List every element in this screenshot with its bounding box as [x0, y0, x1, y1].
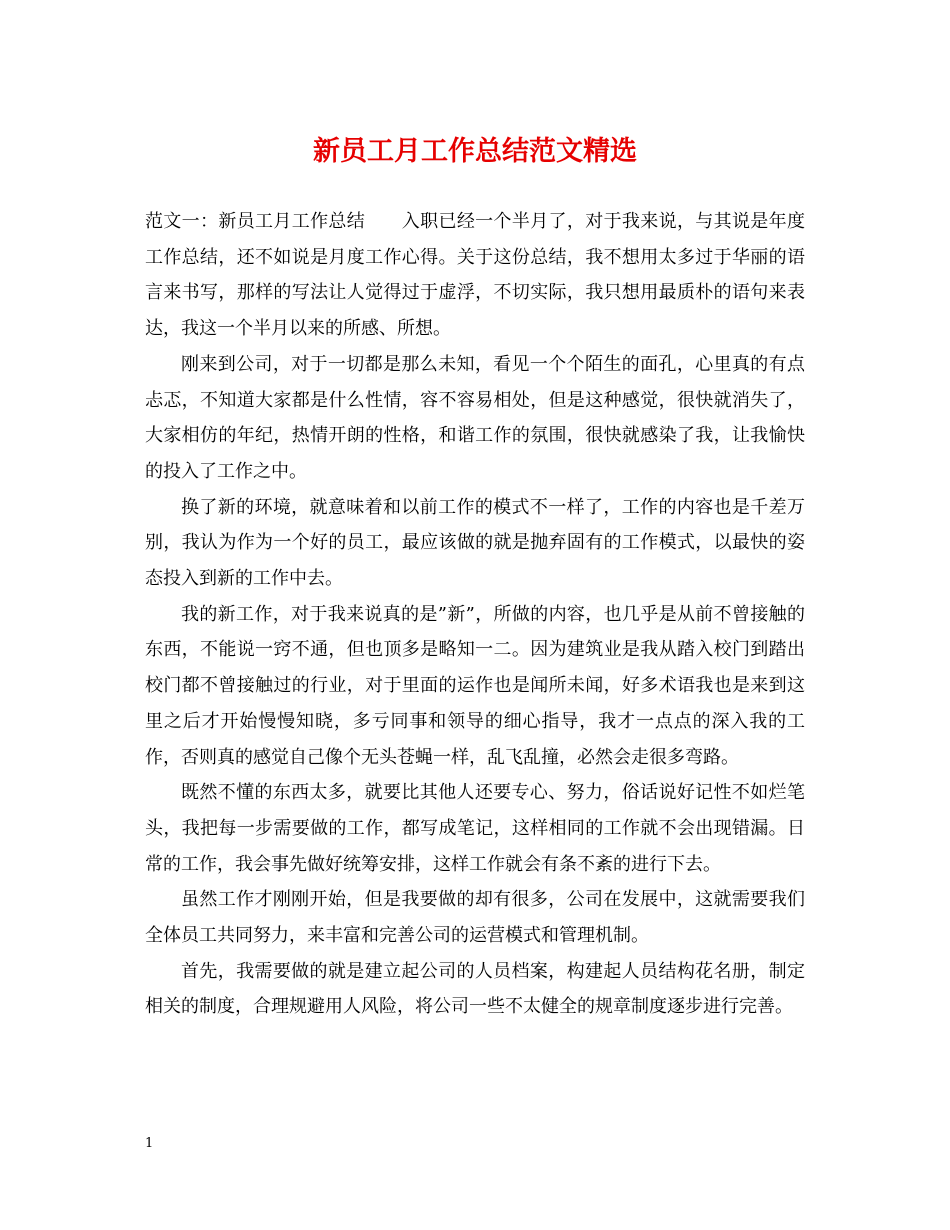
- paragraph-6: 虽然工作才刚刚开始，但是我要做的却有很多，公司在发展中，这就需要我们全体员工共同努力，来丰富和完善公司的运营模式和管理机制。: [145, 889, 805, 947]
- document-body: [145, 204, 805, 1025]
- paragraph-3: 换了新的环境，就意味着和以前工作的模式不一样了，工作的内容也是千差万别，我认为作为一个好的员工，最应该做的就是抛弃固有的工作模式，以最快的姿态投入到新的工作中去。: [145, 496, 805, 590]
- document-title: 新员工月工作总结范文精选: [313, 136, 637, 167]
- paragraph-4: 我的新工作，对于我来说真的是”新”，所做的内容，也几乎是从前不曾接触的东西，不能说一窍不通，但也顶多是略知一二。因为建筑业是我从踏入校门到踏出校门都不曾接触过的行业，对于里面的运作也是闻所未闻，好多术语我也是来到这里之后才开始慢慢知晓，多亏同事和领导的细心指导，我才一点点的深入我的工作，否则真的感觉自己像个无头苍蝇一样，乱飞乱撞，必然会走很多弯路。: [145, 603, 805, 768]
- paragraph-2: 刚来到公司，对于一切都是那么未知，看见一个个陌生的面孔，心里真的有点忐忑，不知道大家都是什么性情，容不容易相处，但是这种感觉，很快就消失了，大家相仿的年纪，热情开朗的性格，和谐工作的氛围，很快就感染了我，让我愉快的投入了工作之中。: [145, 353, 805, 482]
- paragraph-5: 既然不懂的东西太多，就要比其他人还要专心、努力，俗话说好记性不如烂笔头，我把每一步需要做的工作，都写成笔记，这样相同的工作就不会出现错漏。日常的工作，我会事先做好统筹安排，这样工作就会有条不紊的进行下去。: [145, 782, 805, 875]
- paragraph-7: 首先，我需要做的就是建立起公司的人员档案，构建起人员结构花名册，制定相关的制度，合理规避用人风险，将公司一些不太健全的规章制度逐步进行完善。: [145, 960, 805, 1018]
- paragraph-1: 范文一：新员工月工作总结 入职已经一个半月了，对于我来说，与其说是年度工作总结，还不如说是月度工作心得。关于这份总结，我不想用太多过于华丽的语言来书写，那样的写法让人觉得过于虚浮，不切实际，我只想用最质朴的语句来表达，我这一个半月以来的所感、所想。: [145, 211, 805, 340]
- page-number: 1: [145, 1136, 154, 1151]
